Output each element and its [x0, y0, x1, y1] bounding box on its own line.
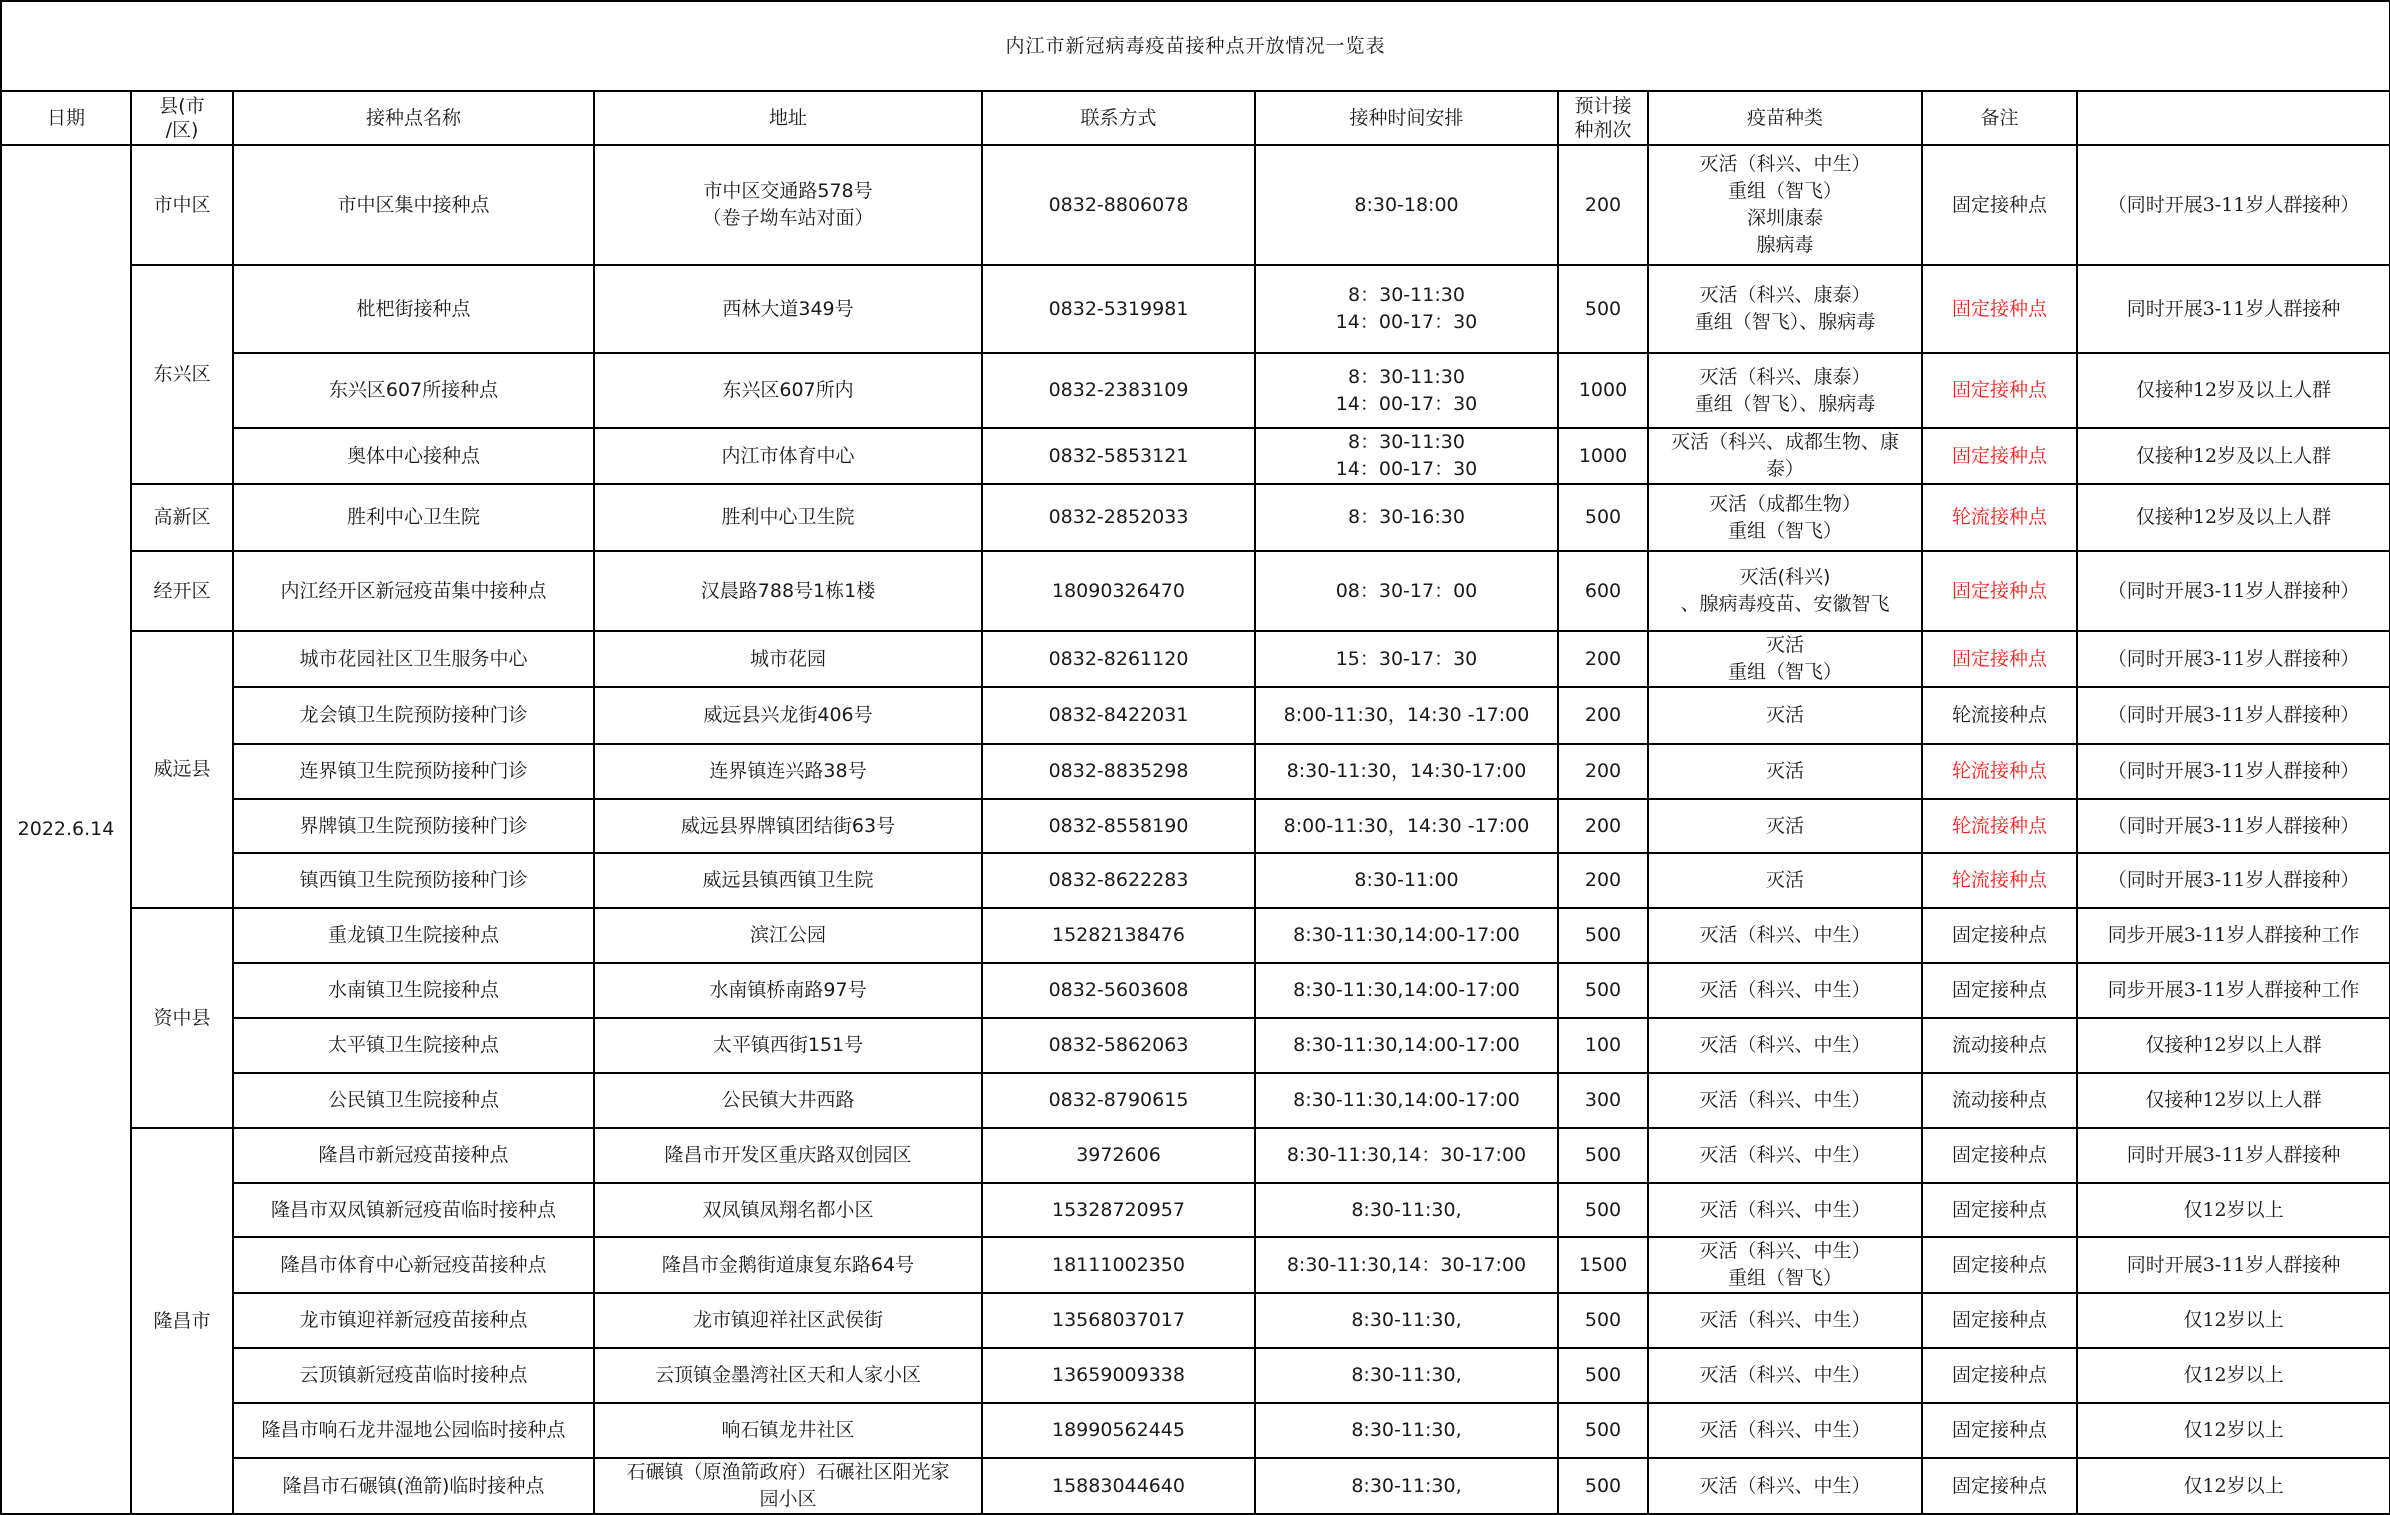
- county-cell: 资中县: [131, 908, 233, 1128]
- hours-cell: 8:30-18:00: [1255, 145, 1558, 265]
- phone-cell: 0832-8806078: [982, 145, 1255, 265]
- hours-cell: 8:30-11:30,14:00-17:00: [1255, 1018, 1558, 1073]
- column-header-hours: 接种时间安排: [1255, 91, 1558, 145]
- site-type-cell: 轮流接种点: [1922, 744, 2077, 799]
- note-cell: 仅接种12岁及以上人群: [2077, 484, 2390, 551]
- vaccine-cell: 灭活（科兴、康泰） 重组（智飞）、腺病毒: [1648, 353, 1922, 428]
- doses-cell: 500: [1558, 1183, 1648, 1237]
- site-name-cell: 隆昌市体育中心新冠疫苗接种点: [233, 1237, 594, 1293]
- phone-cell: 0832-8835298: [982, 744, 1255, 799]
- address-cell: 市中区交通路578号 （卷子坳车站对面）: [594, 145, 982, 265]
- doses-cell: 1000: [1558, 428, 1648, 484]
- address-cell: 太平镇西街151号: [594, 1018, 982, 1073]
- hours-cell: 8:30-11:30,: [1255, 1183, 1558, 1237]
- site-name-cell: 胜利中心卫生院: [233, 484, 594, 551]
- table-row: [1, 687, 2390, 744]
- county-cell: 高新区: [131, 484, 233, 551]
- note-cell: 同时开展3-11岁人群接种: [2077, 1237, 2390, 1293]
- phone-cell: 0832-5862063: [982, 1018, 1255, 1073]
- address-cell: 水南镇桥南路97号: [594, 963, 982, 1018]
- phone-cell: 18990562445: [982, 1403, 1255, 1458]
- hours-cell: 8:30-11:30,: [1255, 1458, 1558, 1514]
- note-cell: 仅12岁以上: [2077, 1403, 2390, 1458]
- site-name-cell: 公民镇卫生院接种点: [233, 1073, 594, 1128]
- table-row: [1, 551, 2390, 631]
- address-cell: 公民镇大井西路: [594, 1073, 982, 1128]
- address-cell: 汉晨路788号1栋1楼: [594, 551, 982, 631]
- note-cell: 仅12岁以上: [2077, 1458, 2390, 1514]
- site-type-cell: 固定接种点: [1922, 265, 2077, 353]
- note-cell: 仅接种12岁及以上人群: [2077, 428, 2390, 484]
- site-name-cell: 隆昌市双凤镇新冠疫苗临时接种点: [233, 1183, 594, 1237]
- site-type-cell: 固定接种点: [1922, 551, 2077, 631]
- doses-cell: 200: [1558, 631, 1648, 687]
- column-header-county: 县(市 /区): [131, 91, 233, 145]
- column-header-address: 地址: [594, 91, 982, 145]
- address-cell: 龙市镇迎祥社区武侯街: [594, 1293, 982, 1348]
- vaccine-cell: 灭活 重组（智飞）: [1648, 631, 1922, 687]
- site-name-cell: 城市花园社区卫生服务中心: [233, 631, 594, 687]
- county-cell: 市中区: [131, 145, 233, 265]
- site-type-cell: 轮流接种点: [1922, 799, 2077, 853]
- hours-cell: 8:30-11:30,14：30-17:00: [1255, 1237, 1558, 1293]
- table-row: [1, 908, 2390, 963]
- doses-cell: 100: [1558, 1018, 1648, 1073]
- doses-cell: 500: [1558, 1403, 1648, 1458]
- address-cell: 威远县兴龙街406号: [594, 687, 982, 744]
- site-type-cell: 固定接种点: [1922, 1237, 2077, 1293]
- phone-cell: 18090326470: [982, 551, 1255, 631]
- site-name-cell: 镇西镇卫生院预防接种门诊: [233, 853, 594, 908]
- table-row: [1, 963, 2390, 1018]
- hours-cell: 08：30-17：00: [1255, 551, 1558, 631]
- hours-cell: 8:00-11:30，14:30 -17:00: [1255, 799, 1558, 853]
- address-cell: 西林大道349号: [594, 265, 982, 353]
- hours-cell: 8:30-11:30,: [1255, 1348, 1558, 1403]
- note-cell: （同时开展3-11岁人群接种）: [2077, 744, 2390, 799]
- table-row: [1, 631, 2390, 687]
- hours-cell: 8:30-11:30,: [1255, 1293, 1558, 1348]
- address-cell: 连界镇连兴路38号: [594, 744, 982, 799]
- site-name-cell: 隆昌市新冠疫苗接种点: [233, 1128, 594, 1183]
- doses-cell: 200: [1558, 687, 1648, 744]
- note-cell: 同步开展3-11岁人群接种工作: [2077, 908, 2390, 963]
- table-row: [1, 853, 2390, 908]
- phone-cell: 15883044640: [982, 1458, 1255, 1514]
- column-header-note: [2077, 91, 2390, 145]
- table-row: [1, 1237, 2390, 1293]
- phone-cell: 0832-5853121: [982, 428, 1255, 484]
- title-row: [1, 1, 2390, 91]
- header-row: [1, 91, 2390, 145]
- doses-cell: 200: [1558, 145, 1648, 265]
- page-title: 内江市新冠病毒疫苗接种点开放情况一览表: [1, 1, 2390, 91]
- table-row: [1, 484, 2390, 551]
- address-cell: 响石镇龙井社区: [594, 1403, 982, 1458]
- site-name-cell: 内江经开区新冠疫苗集中接种点: [233, 551, 594, 631]
- table-row: [1, 428, 2390, 484]
- note-cell: （同时开展3-11岁人群接种）: [2077, 853, 2390, 908]
- site-name-cell: 重龙镇卫生院接种点: [233, 908, 594, 963]
- note-cell: 仅12岁以上: [2077, 1183, 2390, 1237]
- vaccine-cell: 灭活（科兴、康泰） 重组（智飞）、腺病毒: [1648, 265, 1922, 353]
- doses-cell: 200: [1558, 799, 1648, 853]
- phone-cell: 0832-2852033: [982, 484, 1255, 551]
- phone-cell: 0832-2383109: [982, 353, 1255, 428]
- vaccine-cell: 灭活（科兴、中生）: [1648, 1183, 1922, 1237]
- doses-cell: 500: [1558, 265, 1648, 353]
- hours-cell: 8：30-11:30 14：00-17：30: [1255, 353, 1558, 428]
- doses-cell: 500: [1558, 1128, 1648, 1183]
- table-row: [1, 1458, 2390, 1514]
- vaccine-cell: 灭活: [1648, 853, 1922, 908]
- vaccine-cell: 灭活: [1648, 744, 1922, 799]
- address-cell: 威远县镇西镇卫生院: [594, 853, 982, 908]
- address-cell: 威远县界牌镇团结街63号: [594, 799, 982, 853]
- phone-cell: 15282138476: [982, 908, 1255, 963]
- vaccine-cell: 灭活: [1648, 799, 1922, 853]
- vaccine-cell: 灭活(科兴) 、腺病毒疫苗、安徽智飞: [1648, 551, 1922, 631]
- vaccine-cell: 灭活（科兴、中生） 重组（智飞） 深圳康泰 腺病毒: [1648, 145, 1922, 265]
- doses-cell: 500: [1558, 484, 1648, 551]
- hours-cell: 8：30-11:30 14：00-17：30: [1255, 265, 1558, 353]
- address-cell: 石碾镇（原渔箭政府）石碾社区阳光家 园小区: [594, 1458, 982, 1514]
- address-cell: 隆昌市金鹅街道康复东路64号: [594, 1237, 982, 1293]
- county-cell: 威远县: [131, 631, 233, 908]
- site-type-cell: 固定接种点: [1922, 353, 2077, 428]
- doses-cell: 500: [1558, 1293, 1648, 1348]
- site-type-cell: 固定接种点: [1922, 1293, 2077, 1348]
- site-name-cell: 龙会镇卫生院预防接种门诊: [233, 687, 594, 744]
- site-type-cell: 固定接种点: [1922, 1348, 2077, 1403]
- site-name-cell: 水南镇卫生院接种点: [233, 963, 594, 1018]
- site-name-cell: 云顶镇新冠疫苗临时接种点: [233, 1348, 594, 1403]
- note-cell: 仅接种12岁以上人群: [2077, 1073, 2390, 1128]
- site-type-cell: 固定接种点: [1922, 1458, 2077, 1514]
- phone-cell: 13568037017: [982, 1293, 1255, 1348]
- column-header-type: 备注: [1922, 91, 2077, 145]
- hours-cell: 8：30-16:30: [1255, 484, 1558, 551]
- column-header-name: 接种点名称: [233, 91, 594, 145]
- site-type-cell: 固定接种点: [1922, 428, 2077, 484]
- county-cell: 经开区: [131, 551, 233, 631]
- note-cell: 仅12岁以上: [2077, 1293, 2390, 1348]
- table-row: [1, 1293, 2390, 1348]
- note-cell: 同步开展3-11岁人群接种工作: [2077, 963, 2390, 1018]
- county-cell: 东兴区: [131, 265, 233, 484]
- site-name-cell: 枇杷街接种点: [233, 265, 594, 353]
- table-row: [1, 799, 2390, 853]
- vaccine-cell: 灭活（成都生物） 重组（智飞）: [1648, 484, 1922, 551]
- note-cell: （同时开展3-11岁人群接种）: [2077, 799, 2390, 853]
- doses-cell: 600: [1558, 551, 1648, 631]
- note-cell: （同时开展3-11岁人群接种）: [2077, 631, 2390, 687]
- doses-cell: 500: [1558, 963, 1648, 1018]
- hours-cell: 8:30-11:30，14:30-17:00: [1255, 744, 1558, 799]
- column-header-date: 日期: [1, 91, 131, 145]
- vaccine-cell: 灭活（科兴、中生）: [1648, 1458, 1922, 1514]
- doses-cell: 200: [1558, 744, 1648, 799]
- doses-cell: 300: [1558, 1073, 1648, 1128]
- vaccine-cell: 灭活（科兴、中生）: [1648, 908, 1922, 963]
- table-row: [1, 265, 2390, 353]
- doses-cell: 500: [1558, 908, 1648, 963]
- phone-cell: 0832-8261120: [982, 631, 1255, 687]
- site-type-cell: 固定接种点: [1922, 1183, 2077, 1237]
- address-cell: 滨江公园: [594, 908, 982, 963]
- note-cell: （同时开展3-11岁人群接种）: [2077, 145, 2390, 265]
- table-row: [1, 1073, 2390, 1128]
- hours-cell: 8:30-11:30,: [1255, 1403, 1558, 1458]
- date-cell: 2022.6.14: [1, 145, 131, 1514]
- note-cell: （同时开展3-11岁人群接种）: [2077, 687, 2390, 744]
- site-type-cell: 轮流接种点: [1922, 484, 2077, 551]
- note-cell: （同时开展3-11岁人群接种）: [2077, 551, 2390, 631]
- site-type-cell: 固定接种点: [1922, 963, 2077, 1018]
- vaccine-cell: 灭活（科兴、中生）: [1648, 1293, 1922, 1348]
- phone-cell: 0832-8422031: [982, 687, 1255, 744]
- site-type-cell: 轮流接种点: [1922, 853, 2077, 908]
- hours-cell: 8:30-11:00: [1255, 853, 1558, 908]
- site-type-cell: 固定接种点: [1922, 1403, 2077, 1458]
- phone-cell: 13659009338: [982, 1348, 1255, 1403]
- note-cell: 同时开展3-11岁人群接种: [2077, 265, 2390, 353]
- site-type-cell: 流动接种点: [1922, 1018, 2077, 1073]
- phone-cell: 0832-5603608: [982, 963, 1255, 1018]
- phone-cell: 3972606: [982, 1128, 1255, 1183]
- site-type-cell: 流动接种点: [1922, 1073, 2077, 1128]
- county-cell: 隆昌市: [131, 1128, 233, 1514]
- table-row: [1, 1128, 2390, 1183]
- doses-cell: 1500: [1558, 1237, 1648, 1293]
- doses-cell: 200: [1558, 853, 1648, 908]
- phone-cell: 0832-8622283: [982, 853, 1255, 908]
- site-type-cell: 固定接种点: [1922, 1128, 2077, 1183]
- table-row: [1, 353, 2390, 428]
- site-type-cell: 固定接种点: [1922, 145, 2077, 265]
- phone-cell: 0832-8558190: [982, 799, 1255, 853]
- site-name-cell: 东兴区607所接种点: [233, 353, 594, 428]
- column-header-vaccine: 疫苗种类: [1648, 91, 1922, 145]
- table-row: [1, 1183, 2390, 1237]
- table-row: [1, 1403, 2390, 1458]
- vaccine-cell: 灭活（科兴、成都生物、康 泰）: [1648, 428, 1922, 484]
- note-cell: 仅接种12岁及以上人群: [2077, 353, 2390, 428]
- vaccine-cell: 灭活: [1648, 687, 1922, 744]
- hours-cell: 8:00-11:30，14:30 -17:00: [1255, 687, 1558, 744]
- site-name-cell: 奥体中心接种点: [233, 428, 594, 484]
- table-row: [1, 1018, 2390, 1073]
- site-name-cell: 市中区集中接种点: [233, 145, 594, 265]
- vaccine-cell: 灭活（科兴、中生）: [1648, 963, 1922, 1018]
- vaccine-cell: 灭活（科兴、中生） 重组（智飞）: [1648, 1237, 1922, 1293]
- vaccine-cell: 灭活（科兴、中生）: [1648, 1128, 1922, 1183]
- phone-cell: 0832-8790615: [982, 1073, 1255, 1128]
- address-cell: 东兴区607所内: [594, 353, 982, 428]
- hours-cell: 8:30-11:30,14:00-17:00: [1255, 1073, 1558, 1128]
- site-name-cell: 界牌镇卫生院预防接种门诊: [233, 799, 594, 853]
- doses-cell: 500: [1558, 1348, 1648, 1403]
- site-name-cell: 隆昌市响石龙井湿地公园临时接种点: [233, 1403, 594, 1458]
- hours-cell: 8:30-11:30,14:00-17:00: [1255, 963, 1558, 1018]
- address-cell: 双凤镇凤翔名都小区: [594, 1183, 982, 1237]
- vaccine-cell: 灭活（科兴、中生）: [1648, 1403, 1922, 1458]
- hours-cell: 8：30-11:30 14：00-17：30: [1255, 428, 1558, 484]
- phone-cell: 18111002350: [982, 1237, 1255, 1293]
- phone-cell: 15328720957: [982, 1183, 1255, 1237]
- hours-cell: 15：30-17：30: [1255, 631, 1558, 687]
- note-cell: 同时开展3-11岁人群接种: [2077, 1128, 2390, 1183]
- column-header-phone: 联系方式: [982, 91, 1255, 145]
- site-type-cell: 轮流接种点: [1922, 687, 2077, 744]
- vaccine-cell: 灭活（科兴、中生）: [1648, 1018, 1922, 1073]
- vaccine-cell: 灭活（科兴、中生）: [1648, 1073, 1922, 1128]
- site-name-cell: 龙市镇迎祥新冠疫苗接种点: [233, 1293, 594, 1348]
- hours-cell: 8:30-11:30,14：30-17:00: [1255, 1128, 1558, 1183]
- site-name-cell: 连界镇卫生院预防接种门诊: [233, 744, 594, 799]
- site-type-cell: 固定接种点: [1922, 908, 2077, 963]
- address-cell: 云顶镇金墨湾社区天和人家小区: [594, 1348, 982, 1403]
- address-cell: 隆昌市开发区重庆路双创园区: [594, 1128, 982, 1183]
- site-name-cell: 太平镇卫生院接种点: [233, 1018, 594, 1073]
- table-row: [1, 1348, 2390, 1403]
- hours-cell: 8:30-11:30,14:00-17:00: [1255, 908, 1558, 963]
- vaccine-cell: 灭活（科兴、中生）: [1648, 1348, 1922, 1403]
- address-cell: 胜利中心卫生院: [594, 484, 982, 551]
- address-cell: 城市花园: [594, 631, 982, 687]
- site-type-cell: 固定接种点: [1922, 631, 2077, 687]
- note-cell: 仅接种12岁以上人群: [2077, 1018, 2390, 1073]
- table-row: [1, 145, 2390, 265]
- phone-cell: 0832-5319981: [982, 265, 1255, 353]
- address-cell: 内江市体育中心: [594, 428, 982, 484]
- doses-cell: 1000: [1558, 353, 1648, 428]
- note-cell: 仅12岁以上: [2077, 1348, 2390, 1403]
- doses-cell: 500: [1558, 1458, 1648, 1514]
- table-row: [1, 744, 2390, 799]
- site-name-cell: 隆昌市石碾镇(渔箭)临时接种点: [233, 1458, 594, 1514]
- column-header-doses: 预计接 种剂次: [1558, 91, 1648, 145]
